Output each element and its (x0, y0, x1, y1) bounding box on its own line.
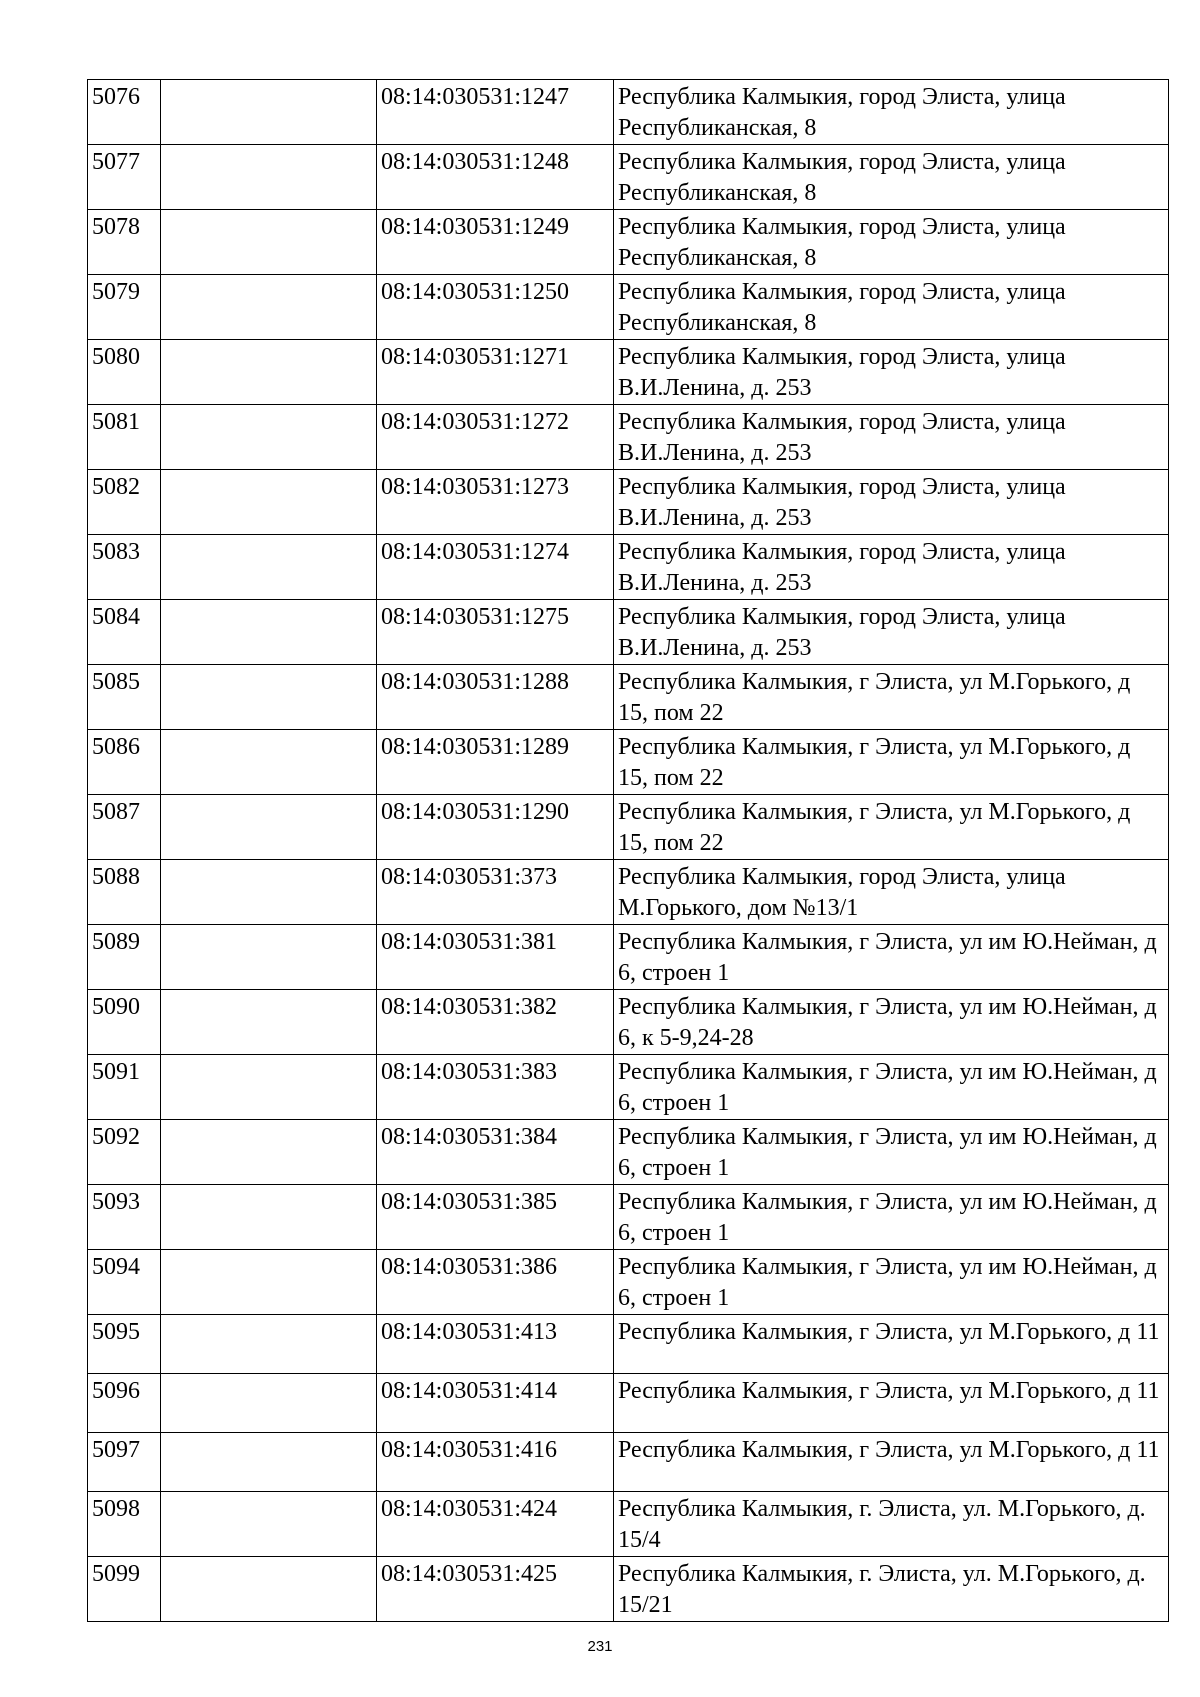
row-number-cell: 5097 (88, 1433, 161, 1492)
address-cell: Республика Калмыкия, город Элиста, улица В.И.Ленина, д. 253 (614, 535, 1169, 600)
cadastral-number-cell: 08:14:030531:414 (377, 1374, 614, 1433)
table-row (88, 1250, 1169, 1315)
table-row (88, 275, 1169, 340)
row-number-cell: 5080 (88, 340, 161, 405)
table-row (88, 925, 1169, 990)
address-cell: Республика Калмыкия, город Элиста, улица В.И.Ленина, д. 253 (614, 340, 1169, 405)
row-number-cell: 5090 (88, 990, 161, 1055)
row-number-cell: 5089 (88, 925, 161, 990)
cadastral-number-cell: 08:14:030531:416 (377, 1433, 614, 1492)
cadastral-number-cell: 08:14:030531:381 (377, 925, 614, 990)
address-cell: Республика Калмыкия, город Элиста, улица Республиканская, 8 (614, 145, 1169, 210)
table-row (88, 1185, 1169, 1250)
empty-cell (161, 80, 377, 145)
table-row (88, 860, 1169, 925)
address-cell: Республика Калмыкия, г Элиста, ул М.Горького, д 11 (614, 1374, 1169, 1433)
row-number-cell: 5077 (88, 145, 161, 210)
empty-cell (161, 275, 377, 340)
empty-cell (161, 470, 377, 535)
table-row (88, 1433, 1169, 1492)
address-cell: Республика Калмыкия, г Элиста, ул им Ю.Нейман, д 6, к 5-9,24-28 (614, 990, 1169, 1055)
table-row (88, 535, 1169, 600)
row-number-cell: 5098 (88, 1492, 161, 1557)
row-number-cell: 5078 (88, 210, 161, 275)
cadastral-number-cell: 08:14:030531:1290 (377, 795, 614, 860)
table-row (88, 1492, 1169, 1557)
empty-cell (161, 1433, 377, 1492)
empty-cell (161, 1557, 377, 1622)
address-cell: Республика Калмыкия, г Элиста, ул им Ю.Нейман, д 6, строен 1 (614, 1185, 1169, 1250)
empty-cell (161, 1055, 377, 1120)
row-number-cell: 5094 (88, 1250, 161, 1315)
row-number-cell: 5087 (88, 795, 161, 860)
row-number-cell: 5091 (88, 1055, 161, 1120)
cadastral-number-cell: 08:14:030531:1248 (377, 145, 614, 210)
table-row (88, 665, 1169, 730)
table-row (88, 1055, 1169, 1120)
empty-cell (161, 600, 377, 665)
row-number-cell: 5084 (88, 600, 161, 665)
address-cell: Республика Калмыкия, г Элиста, ул М.Горького, д 11 (614, 1315, 1169, 1374)
cadastral-number-cell: 08:14:030531:373 (377, 860, 614, 925)
address-cell: Республика Калмыкия, город Элиста, улица Республиканская, 8 (614, 80, 1169, 145)
address-cell: Республика Калмыкия, г Элиста, ул М.Горького, д 11 (614, 1433, 1169, 1492)
cadastral-number-cell: 08:14:030531:1249 (377, 210, 614, 275)
table-body (88, 80, 1169, 1622)
row-number-cell: 5079 (88, 275, 161, 340)
empty-cell (161, 340, 377, 405)
empty-cell (161, 1374, 377, 1433)
address-cell: Республика Калмыкия, г Элиста, ул им Ю.Нейман, д 6, строен 1 (614, 925, 1169, 990)
row-number-cell: 5086 (88, 730, 161, 795)
row-number-cell: 5099 (88, 1557, 161, 1622)
empty-cell (161, 210, 377, 275)
row-number-cell: 5085 (88, 665, 161, 730)
cadastral-number-cell: 08:14:030531:1272 (377, 405, 614, 470)
table-row (88, 405, 1169, 470)
address-cell: Республика Калмыкия, город Элиста, улица М.Горького, дом №13/1 (614, 860, 1169, 925)
cadastral-number-cell: 08:14:030531:384 (377, 1120, 614, 1185)
address-cell: Республика Калмыкия, город Элиста, улица Республиканская, 8 (614, 275, 1169, 340)
table-row (88, 990, 1169, 1055)
empty-cell (161, 145, 377, 210)
table-row (88, 145, 1169, 210)
address-cell: Республика Калмыкия, город Элиста, улица В.И.Ленина, д. 253 (614, 600, 1169, 665)
cadastral-number-cell: 08:14:030531:425 (377, 1557, 614, 1622)
empty-cell (161, 405, 377, 470)
row-number-cell: 5096 (88, 1374, 161, 1433)
table-row (88, 80, 1169, 145)
row-number-cell: 5095 (88, 1315, 161, 1374)
empty-cell (161, 730, 377, 795)
address-cell: Республика Калмыкия, г Элиста, ул М.Горького, д 15, пом 22 (614, 730, 1169, 795)
empty-cell (161, 990, 377, 1055)
property-registry-table (87, 79, 1169, 1622)
address-cell: Республика Калмыкия, город Элиста, улица В.И.Ленина, д. 253 (614, 470, 1169, 535)
row-number-cell: 5093 (88, 1185, 161, 1250)
address-cell: Республика Калмыкия, г Элиста, ул М.Горького, д 15, пом 22 (614, 795, 1169, 860)
table-row (88, 470, 1169, 535)
empty-cell (161, 860, 377, 925)
cadastral-number-cell: 08:14:030531:1250 (377, 275, 614, 340)
row-number-cell: 5088 (88, 860, 161, 925)
table-row (88, 1315, 1169, 1374)
cadastral-number-cell: 08:14:030531:1289 (377, 730, 614, 795)
page-number: 231 (587, 1638, 613, 1655)
address-cell: Республика Калмыкия, г Элиста, ул им Ю.Нейман, д 6, строен 1 (614, 1250, 1169, 1315)
row-number-cell: 5083 (88, 535, 161, 600)
cadastral-number-cell: 08:14:030531:383 (377, 1055, 614, 1120)
table-row (88, 210, 1169, 275)
table-row (88, 730, 1169, 795)
cadastral-number-cell: 08:14:030531:386 (377, 1250, 614, 1315)
table-row (88, 795, 1169, 860)
table-row (88, 340, 1169, 405)
row-number-cell: 5082 (88, 470, 161, 535)
cadastral-number-cell: 08:14:030531:1274 (377, 535, 614, 600)
address-cell: Республика Калмыкия, г. Элиста, ул. М.Горького, д. 15/21 (614, 1557, 1169, 1622)
cadastral-number-cell: 08:14:030531:424 (377, 1492, 614, 1557)
address-cell: Республика Калмыкия, г Элиста, ул М.Горького, д 15, пом 22 (614, 665, 1169, 730)
address-cell: Республика Калмыкия, город Элиста, улица В.И.Ленина, д. 253 (614, 405, 1169, 470)
empty-cell (161, 1120, 377, 1185)
table-row (88, 600, 1169, 665)
row-number-cell: 5076 (88, 80, 161, 145)
cadastral-number-cell: 08:14:030531:1288 (377, 665, 614, 730)
table-row (88, 1120, 1169, 1185)
empty-cell (161, 1250, 377, 1315)
cadastral-number-cell: 08:14:030531:1271 (377, 340, 614, 405)
cadastral-number-cell: 08:14:030531:413 (377, 1315, 614, 1374)
empty-cell (161, 925, 377, 990)
table-row (88, 1557, 1169, 1622)
empty-cell (161, 665, 377, 730)
address-cell: Республика Калмыкия, г Элиста, ул им Ю.Нейман, д 6, строен 1 (614, 1120, 1169, 1185)
empty-cell (161, 1315, 377, 1374)
empty-cell (161, 795, 377, 860)
empty-cell (161, 1492, 377, 1557)
empty-cell (161, 535, 377, 600)
address-cell: Республика Калмыкия, г. Элиста, ул. М.Горького, д. 15/4 (614, 1492, 1169, 1557)
cadastral-number-cell: 08:14:030531:1273 (377, 470, 614, 535)
cadastral-number-cell: 08:14:030531:1247 (377, 80, 614, 145)
cadastral-number-cell: 08:14:030531:385 (377, 1185, 614, 1250)
table-row (88, 1374, 1169, 1433)
address-cell: Республика Калмыкия, г Элиста, ул им Ю.Нейман, д 6, строен 1 (614, 1055, 1169, 1120)
empty-cell (161, 1185, 377, 1250)
cadastral-number-cell: 08:14:030531:382 (377, 990, 614, 1055)
row-number-cell: 5081 (88, 405, 161, 470)
cadastral-number-cell: 08:14:030531:1275 (377, 600, 614, 665)
row-number-cell: 5092 (88, 1120, 161, 1185)
address-cell: Республика Калмыкия, город Элиста, улица Республиканская, 8 (614, 210, 1169, 275)
